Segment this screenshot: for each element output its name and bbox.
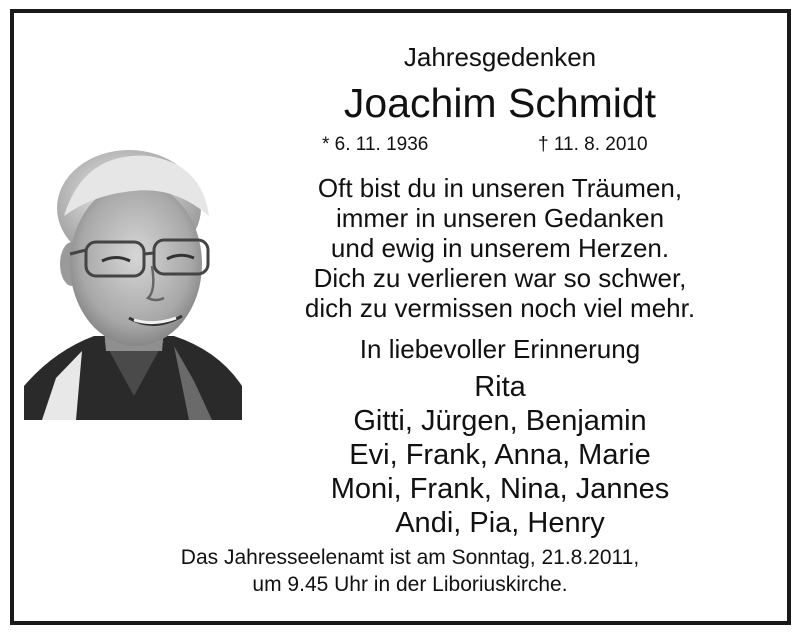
service-line: Das Jahresseelenamt ist am Sonntag, 21.8.2011, xyxy=(180,546,640,569)
mourner-line: Andi, Pia, Henry xyxy=(395,507,605,539)
mourner-line: Rita xyxy=(474,371,526,403)
deceased-name: Joachim Schmidt xyxy=(343,80,657,126)
mourner-line: Evi, Frank, Anna, Marie xyxy=(349,439,651,471)
birth-date: * 6. 11. 1936 xyxy=(322,134,429,155)
portrait-photo xyxy=(24,146,242,420)
poem-line: Oft bist du in unseren Träumen, xyxy=(317,173,683,203)
mourner-line: Moni, Frank, Nina, Jannes xyxy=(330,473,670,505)
service-line: um 9.45 Uhr in der Liboriuskirche. xyxy=(252,573,568,596)
poem-line: und ewig in unserem Herzen. xyxy=(330,233,670,263)
death-date: † 11. 8. 2010 xyxy=(538,134,648,155)
mourner-line: Gitti, Jürgen, Benjamin xyxy=(353,405,647,437)
remembrance-line: In liebevoller Erinnerung xyxy=(359,334,641,364)
poem-line: immer in unseren Gedanken xyxy=(335,203,665,233)
heading: Jahresgedenken xyxy=(403,42,597,72)
poem-line: dich zu vermissen noch viel mehr. xyxy=(304,293,696,323)
poem-line: Dich zu verlieren war so schwer, xyxy=(313,263,687,293)
